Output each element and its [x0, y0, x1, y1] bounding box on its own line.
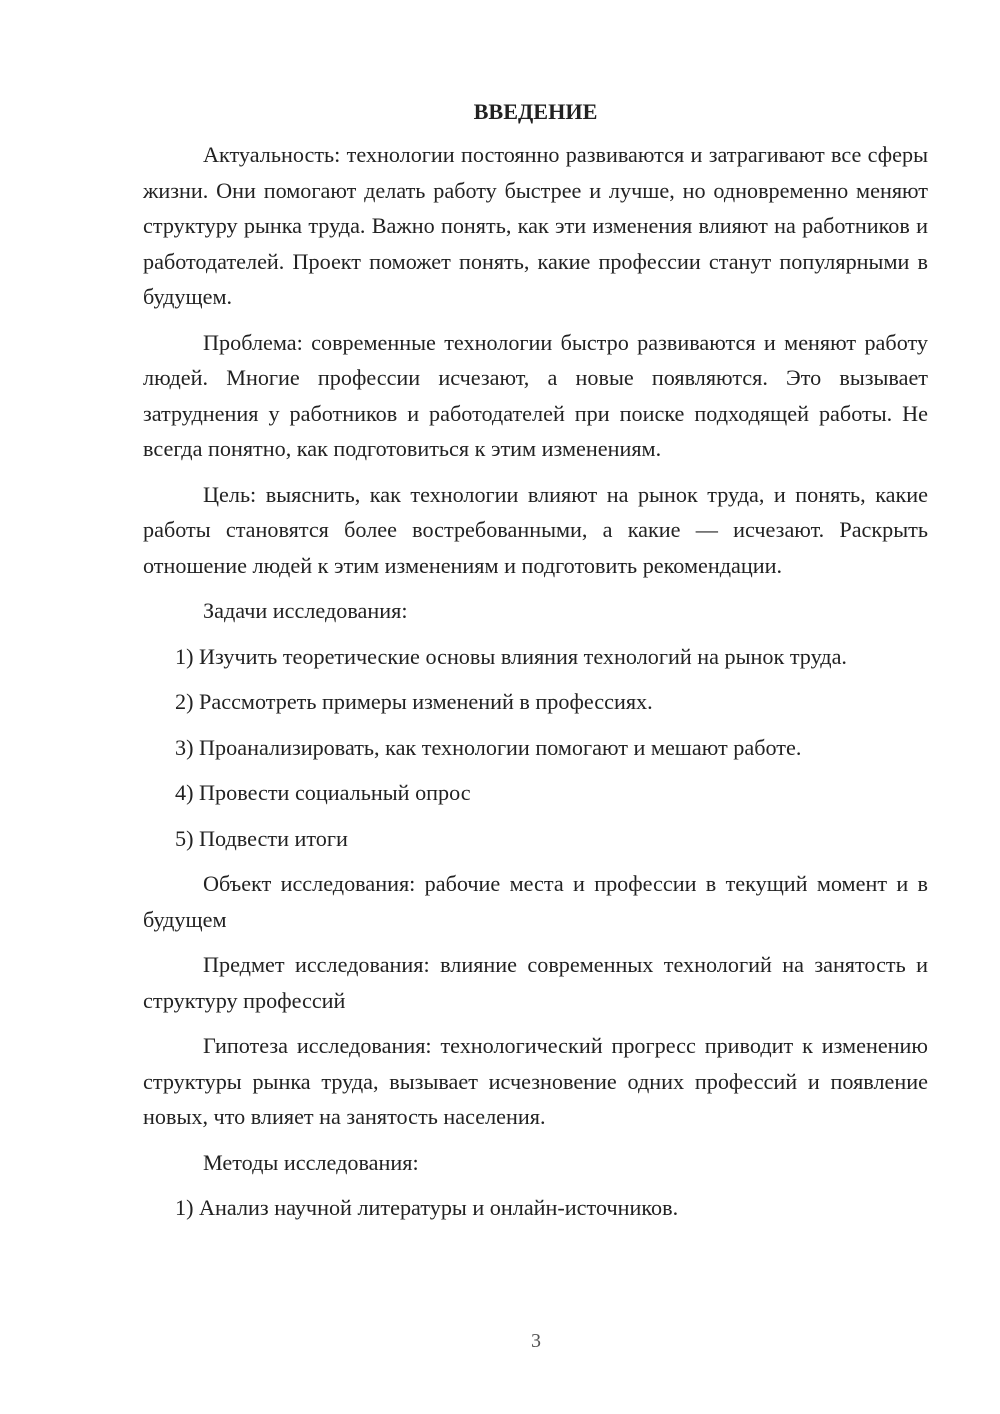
paragraph-relevance: Актуальность: технологии постоянно развиваются и затрагивают все сферы жизни. Они помогают делать работу быстрее и лучше, но одновременно меняют структуру рынка труда. Важно понять, как эти изменения влияют на работников и работодателей. Проект поможет понять, какие профессии станут популярными в будущем. — [143, 142, 928, 309]
method-item: 1) Анализ научной литературы и онлайн-источников. — [175, 1195, 679, 1220]
task-item: 4) Провести социальный опрос — [175, 780, 471, 805]
paragraph-problem: Проблема: современные технологии быстро развиваются и меняют работу людей. Многие профессии исчезают, а новые появляются. Это вызывает затруднения у работников и работодателей при поиске подходящей работы. Не всегда понятно, как подготовиться к этим изменениям. — [143, 329, 928, 461]
tasks-heading: Задачи исследования: — [203, 598, 408, 623]
paragraph-subject: Предмет исследования: влияние современных технологий на занятость и структуру профессий — [143, 952, 928, 1013]
task-item: 2) Рассмотреть примеры изменений в профессиях. — [175, 689, 653, 714]
task-item: 5) Подвести итоги — [175, 825, 348, 851]
methods-list — [143, 1190, 928, 1226]
section-title: ВВЕДЕНИЕ — [473, 99, 598, 124]
paragraph-goal: Цель: выяснить, как технологии влияют на рынок труда, и понять, какие работы становятся более востребованными, а какие — исчезают. Раскрыть отношение людей к этим изменениям и подготовить рекомендации. — [143, 481, 928, 578]
methods-heading: Методы исследования: — [203, 1149, 419, 1175]
task-item: 1) Изучить теоретические основы влияния технологий на рынок труда. — [175, 643, 847, 669]
task-item: 3) Проанализировать, как технологии помогают и мешают работе. — [175, 734, 802, 760]
page-number: 3 — [531, 1330, 541, 1352]
paragraph-object: Объект исследования: рабочие места и профессии в текущий момент и в будущем — [143, 871, 928, 932]
paragraph-hypothesis: Гипотеза исследования: технологический прогресс приводит к изменению структуры рынка труда, вызывает исчезновение одних профессий и появление новых, что влияет на занятость населения. — [143, 1033, 928, 1129]
tasks-list — [143, 639, 928, 857]
page-content — [143, 97, 928, 1236]
